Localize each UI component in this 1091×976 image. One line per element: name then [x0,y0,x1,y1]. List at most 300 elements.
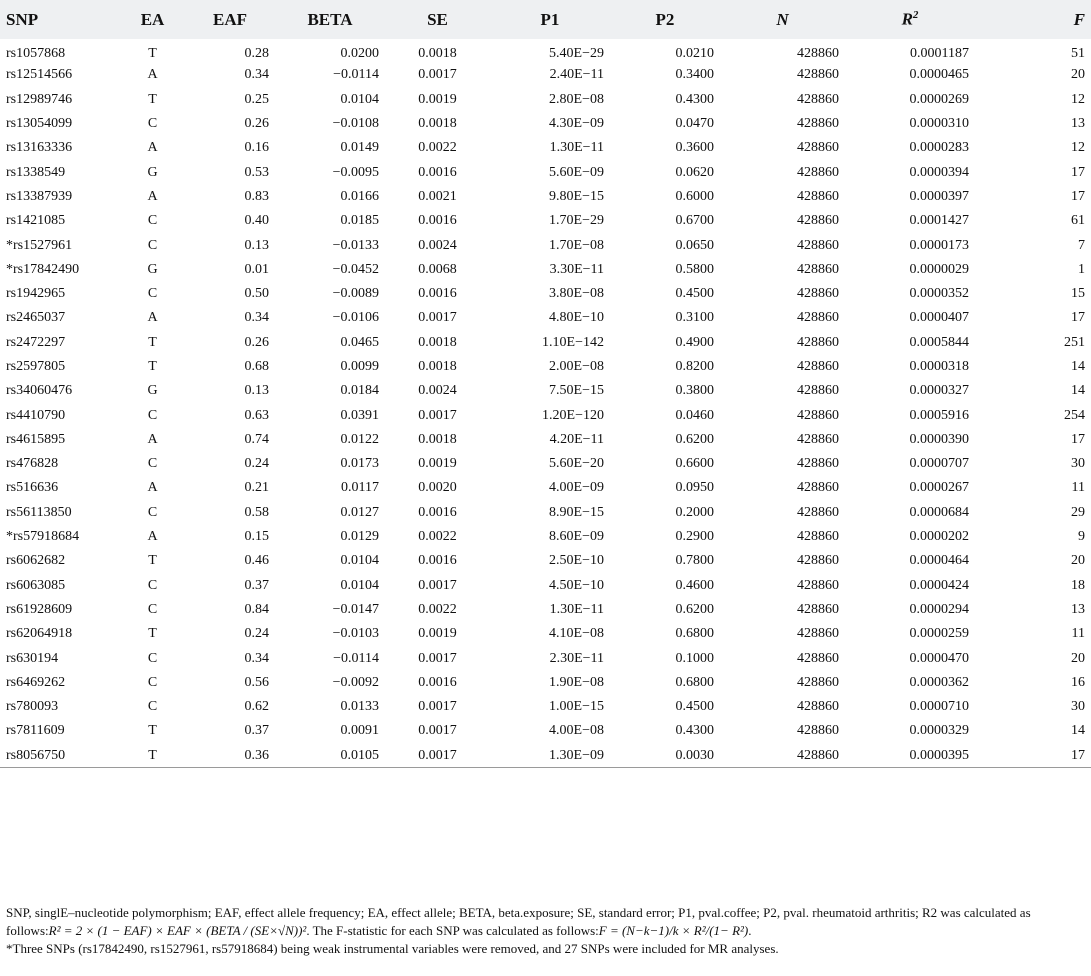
cell-eaf: 0.36 [244,747,269,763]
cell-ea: C [147,674,158,690]
cell-p2: 0.6200 [675,431,714,447]
cell-n: 428860 [797,456,839,472]
cell-se: 0.0019 [418,456,457,472]
cell-se: 0.0016 [418,504,457,520]
cell-p2: 0.8200 [675,359,714,374]
table-row [0,403,1091,427]
cell-beta: −0.0106 [332,310,379,326]
cell-p2: 0.0210 [675,46,714,62]
cell-p1: 1.10E−142 [542,334,604,350]
cell-r2: 0.0000397 [909,188,969,204]
cell-n: 428860 [797,407,839,423]
cell-f: 61 [1071,213,1085,229]
cell-p1: 2.80E−08 [549,91,604,107]
cell-snp: rs13163336 [6,140,73,156]
cell-n: 428860 [797,699,839,715]
cell-p1: 2.50E−10 [549,553,604,569]
cell-snp: *rs1527961 [6,237,73,253]
cell-eaf: 0.13 [244,237,269,253]
cell-beta: 0.0129 [340,529,379,545]
cell-f: 13 [1071,601,1085,617]
cell-n: 428860 [797,723,839,739]
cell-ea: C [147,650,158,666]
cell-snp: rs61928609 [6,601,73,617]
cell-eaf: 0.74 [244,431,269,447]
header-se: SE [427,9,448,29]
cell-p1: 1.20E−120 [542,407,604,423]
cell-beta: −0.0092 [332,674,379,690]
table-row [0,209,1091,233]
cell-f: 20 [1071,553,1085,569]
table-body [0,39,1091,768]
header-p1: P1 [540,9,560,29]
cell-eaf: 0.16 [244,140,269,156]
cell-p1: 3.30E−11 [549,261,604,277]
cell-p2: 0.4300 [675,723,714,739]
cell-p2: 0.6200 [675,601,714,617]
cell-eaf: 0.56 [244,674,269,690]
cell-beta: 0.0133 [340,699,379,715]
cell-n: 428860 [797,188,839,204]
cell-se: 0.0068 [418,261,457,277]
cell-se: 0.0018 [418,359,457,374]
cell-r2: 0.0000394 [909,164,969,180]
table-row [0,233,1091,257]
table-row [0,379,1091,403]
cell-ea: C [147,116,158,132]
cell-snp: rs4410790 [6,407,66,423]
cell-snp: rs6062682 [6,553,66,569]
cell-eaf: 0.46 [244,553,269,569]
cell-ea: A [147,480,158,496]
cell-ea: A [147,431,158,447]
cell-n: 428860 [797,480,839,496]
cell-p2: 0.6700 [675,213,714,229]
cell-f: 20 [1071,650,1085,666]
cell-p1: 1.00E−15 [549,699,604,715]
cell-p2: 0.2000 [675,504,714,520]
cell-beta: −0.0095 [332,164,379,180]
cell-eaf: 0.13 [244,383,269,399]
cell-p2: 0.4500 [675,286,714,302]
cell-se: 0.0018 [418,431,457,447]
cell-eaf: 0.25 [244,91,269,107]
cell-eaf: 0.84 [244,601,269,617]
cell-beta: 0.0391 [340,407,379,423]
cell-f: 11 [1071,626,1085,642]
table-row [0,452,1091,476]
cell-beta: −0.0114 [333,650,379,666]
cell-p1: 3.80E−08 [549,286,604,302]
cell-snp: rs56113850 [6,504,72,520]
cell-snp: rs7811609 [6,723,65,739]
cell-n: 428860 [797,140,839,156]
cell-snp: rs630194 [6,650,59,666]
cell-r2: 0.0000395 [909,747,969,763]
cell-r2: 0.0005916 [909,407,969,423]
cell-p1: 1.70E−08 [549,237,604,253]
cell-p2: 0.0950 [675,480,714,496]
cell-n: 428860 [797,310,839,326]
cell-n: 428860 [797,334,839,350]
cell-ea: C [147,407,158,423]
cell-f: 14 [1071,723,1085,739]
cell-ea: T [148,553,157,569]
cell-ea: A [147,188,158,204]
cell-f: 9 [1078,529,1085,545]
cell-beta: 0.0173 [340,456,379,472]
f-end-text: . [748,923,752,938]
cell-beta: −0.0089 [332,286,379,302]
cell-eaf: 0.34 [244,67,269,83]
cell-ea: C [147,601,158,617]
cell-p1: 4.30E−09 [549,116,604,132]
cell-se: 0.0019 [418,626,457,642]
cell-ea: T [148,46,157,62]
cell-n: 428860 [797,91,839,107]
cell-snp: rs8056750 [6,747,66,763]
cell-r2: 0.0000029 [909,261,969,277]
cell-p2: 0.0650 [675,237,714,253]
cell-f: 17 [1071,747,1085,763]
cell-f: 15 [1071,286,1085,302]
header-snp: SNP [6,9,39,29]
cell-se: 0.0019 [418,91,457,107]
cell-snp: rs516636 [6,480,59,496]
table-row [0,476,1091,500]
table-row [0,598,1091,622]
cell-n: 428860 [797,116,839,132]
cell-eaf: 0.37 [244,723,269,739]
cell-beta: −0.0452 [332,261,379,277]
cell-eaf: 0.53 [244,164,269,180]
table-row [0,88,1091,112]
table-row [0,136,1091,160]
cell-beta: −0.0108 [332,116,379,132]
cell-ea: C [147,577,158,593]
table-row [0,63,1091,87]
table-row [0,282,1091,306]
cell-beta: 0.0465 [340,334,379,350]
cell-beta: 0.0117 [341,480,379,496]
cell-snp: rs62064918 [6,626,73,642]
cell-f: 17 [1071,164,1085,180]
cell-n: 428860 [797,601,839,617]
cell-ea: T [148,626,157,642]
cell-n: 428860 [797,261,839,277]
header-p2: P2 [655,9,675,29]
cell-p1: 5.60E−20 [549,456,604,472]
cell-p2: 0.6000 [675,188,714,204]
cell-f: 20 [1071,67,1085,83]
table-row [0,671,1091,695]
cell-f: 17 [1071,188,1085,204]
cell-r2: 0.0000707 [909,456,969,472]
cell-eaf: 0.24 [244,626,269,642]
cell-p2: 0.3100 [675,310,714,326]
cell-p2: 0.4600 [675,577,714,593]
cell-se: 0.0022 [418,601,457,617]
cell-ea: G [147,383,158,399]
cell-r2: 0.0000202 [909,529,969,545]
cell-n: 428860 [797,164,839,180]
cell-se: 0.0021 [418,188,457,204]
table-row [0,160,1091,184]
cell-snp: rs13387939 [6,188,73,204]
cell-p1: 2.30E−11 [549,650,604,666]
f-intro-text: . The F-statistic for each SNP was calculated as follows: [306,923,599,938]
table-row [0,574,1091,598]
cell-r2: 0.0000318 [909,359,969,374]
cell-p2: 0.3800 [675,383,714,399]
table-row [0,185,1091,209]
cell-n: 428860 [797,286,839,302]
cell-r2: 0.0000470 [909,650,969,666]
table-row [0,258,1091,282]
cell-r2: 0.0000310 [909,116,969,132]
cell-snp: rs2465037 [6,310,66,326]
cell-r2: 0.0000327 [909,383,969,399]
cell-beta: 0.0184 [340,383,379,399]
cell-f: 12 [1071,91,1085,107]
cell-r2: 0.0000294 [909,601,969,617]
cell-n: 428860 [797,553,839,569]
cell-se: 0.0016 [418,286,457,302]
cell-eaf: 0.58 [244,504,269,520]
cell-eaf: 0.15 [244,529,269,545]
cell-p2: 0.4500 [675,699,714,715]
cell-se: 0.0024 [418,237,457,253]
cell-r2: 0.0005844 [909,334,969,350]
cell-p2: 0.2900 [675,529,714,545]
cell-beta: 0.0200 [340,46,379,62]
header-r2 [845,0,975,39]
cell-r2: 0.0001427 [909,213,969,229]
cell-se: 0.0018 [418,334,457,350]
f-formula: F = (N−k−1)/k × R²/(1− R²) [598,923,749,938]
cell-ea: G [147,164,158,180]
cell-p2: 0.6600 [675,456,714,472]
abbreviations-text: SNP, singlE–nucleotide polymorphism; EAF, effect allele frequency; EA, effect allele; BETA, beta.exposure; SE, standard error; P1, pval.coffee; P2, pval. rheumatoid arthritis; R2 was calculated as follows: [6,905,1031,938]
cell-eaf: 0.24 [244,456,269,472]
cell-eaf: 0.68 [244,359,269,374]
cell-p1: 2.40E−11 [549,67,604,83]
cell-ea: A [147,529,158,545]
cell-f: 1 [1078,261,1085,277]
cell-se: 0.0020 [418,480,457,496]
cell-n: 428860 [797,529,839,545]
cell-snp: rs6469262 [6,674,66,690]
cell-beta: −0.0103 [332,626,379,642]
cell-r2: 0.0001187 [910,46,969,62]
cell-beta: −0.0114 [333,67,379,83]
table-row [0,646,1091,670]
header-f: F [1073,9,1085,29]
cell-p1: 1.70E−29 [549,213,604,229]
cell-se: 0.0022 [418,140,457,156]
cell-snp: *rs57918684 [6,529,80,545]
cell-beta: 0.0149 [340,140,379,156]
header-ea: EA [140,9,165,29]
cell-p2: 0.3400 [675,67,714,83]
cell-f: 14 [1071,359,1085,374]
cell-se: 0.0016 [418,674,457,690]
cell-snp: rs34060476 [6,383,73,399]
cell-snp: rs13054099 [6,116,73,132]
cell-r2: 0.0000390 [909,431,969,447]
cell-r2: 0.0000362 [909,674,969,690]
cell-ea: C [147,237,158,253]
cell-ea: C [147,456,158,472]
cell-f: 12 [1071,140,1085,156]
cell-se: 0.0017 [418,723,457,739]
cell-beta: 0.0104 [340,91,379,107]
cell-p1: 1.30E−09 [549,747,604,763]
cell-snp: *rs17842490 [6,261,80,277]
cell-ea: C [147,286,158,302]
cell-se: 0.0017 [418,67,457,83]
table-row [0,744,1091,768]
cell-snp: rs1421085 [6,213,66,229]
cell-f: 29 [1071,504,1085,520]
cell-p2: 0.0620 [675,164,714,180]
cell-f: 11 [1071,480,1085,496]
cell-ea: T [148,747,157,763]
cell-f: 13 [1071,116,1085,132]
cell-p1: 1.30E−11 [549,601,604,617]
cell-snp: rs12514566 [6,67,73,83]
cell-p1: 8.60E−09 [549,529,604,545]
header-r2-base: R [901,9,913,29]
cell-r2: 0.0000269 [909,91,969,107]
cell-eaf: 0.63 [244,407,269,423]
cell-p2: 0.1000 [675,650,714,666]
cell-p2: 0.7800 [675,553,714,569]
cell-p2: 0.3600 [675,140,714,156]
cell-r2: 0.0000329 [909,723,969,739]
table-row [0,501,1091,525]
cell-p1: 1.30E−11 [549,140,604,156]
table-row [0,331,1091,355]
cell-r2: 0.0000352 [909,286,969,302]
cell-r2: 0.0000259 [909,626,969,642]
cell-ea: A [147,140,158,156]
cell-r2: 0.0000684 [909,504,969,520]
cell-p2: 0.0030 [675,747,714,763]
cell-eaf: 0.26 [244,116,269,132]
table-notes [6,904,1086,958]
cell-beta: −0.0133 [332,237,379,253]
cell-n: 428860 [797,650,839,666]
cell-n: 428860 [797,359,839,374]
cell-se: 0.0018 [418,116,457,132]
header-n: N [776,9,789,29]
cell-r2: 0.0000710 [909,699,969,715]
abbreviations-note [6,904,1086,940]
cell-n: 428860 [797,577,839,593]
cell-p1: 5.60E−09 [549,164,604,180]
cell-r2: 0.0000464 [909,553,969,569]
cell-eaf: 0.83 [244,188,269,204]
cell-snp: rs2472297 [6,334,66,350]
cell-p2: 0.6800 [675,674,714,690]
cell-ea: T [148,359,157,374]
cell-p2: 0.4900 [675,334,714,350]
cell-ea: T [148,91,157,107]
cell-eaf: 0.01 [244,261,269,277]
cell-beta: 0.0104 [340,553,379,569]
cell-ea: T [148,723,157,739]
header-eaf: EAF [213,9,247,29]
cell-ea: G [147,261,158,277]
cell-p1: 4.10E−08 [549,626,604,642]
cell-beta: 0.0166 [340,188,379,204]
cell-snp: rs780093 [6,699,59,715]
cell-n: 428860 [797,504,839,520]
cell-p1: 4.80E−10 [549,310,604,326]
cell-beta: −0.0147 [332,601,379,617]
cell-se: 0.0016 [418,553,457,569]
cell-p2: 0.6800 [675,626,714,642]
cell-snp: rs476828 [6,456,59,472]
cell-n: 428860 [797,747,839,763]
table-row [0,306,1091,330]
cell-snp: rs1942965 [6,286,66,302]
cell-ea: C [147,699,158,715]
cell-r2: 0.0000424 [909,577,969,593]
cell-f: 16 [1071,674,1085,690]
table-row [0,622,1091,646]
cell-n: 428860 [797,237,839,253]
cell-f: 17 [1071,310,1085,326]
cell-r2: 0.0000465 [909,67,969,83]
cell-p1: 4.50E−10 [549,577,604,593]
cell-snp: rs1338549 [6,164,66,180]
cell-p2: 0.0470 [675,116,714,132]
cell-se: 0.0017 [418,407,457,423]
cell-f: 30 [1071,456,1085,472]
cell-p1: 8.90E−15 [549,504,604,520]
cell-snp: rs12989746 [6,91,73,107]
cell-eaf: 0.26 [244,334,269,350]
cell-p2: 0.5800 [675,261,714,277]
cell-r2: 0.0000173 [909,237,969,253]
cell-n: 428860 [797,383,839,399]
cell-ea: A [147,310,158,326]
cell-beta: 0.0105 [340,747,379,763]
cell-p2: 0.0460 [675,407,714,423]
cell-p1: 2.00E−08 [549,359,604,374]
cell-eaf: 0.34 [244,310,269,326]
cell-f: 251 [1064,334,1085,350]
cell-beta: 0.0185 [340,213,379,229]
cell-beta: 0.0122 [340,431,379,447]
cell-snp: rs1057868 [6,46,66,62]
cell-beta: 0.0091 [340,723,379,739]
cell-se: 0.0017 [418,747,457,763]
cell-f: 7 [1078,237,1085,253]
cell-n: 428860 [797,431,839,447]
cell-eaf: 0.50 [244,286,269,302]
table-row [0,549,1091,573]
cell-p2: 0.4300 [675,91,714,107]
footnote: *Three SNPs (rs17842490, rs1527961, rs57918684) being weak instrumental variables were removed, and 27 SNPs were included for MR analyses. [6,941,779,956]
table-row [0,112,1091,136]
cell-se: 0.0017 [418,699,457,715]
cell-beta: 0.0104 [340,577,379,593]
cell-p1: 4.00E−09 [549,480,604,496]
cell-se: 0.0024 [418,383,457,399]
